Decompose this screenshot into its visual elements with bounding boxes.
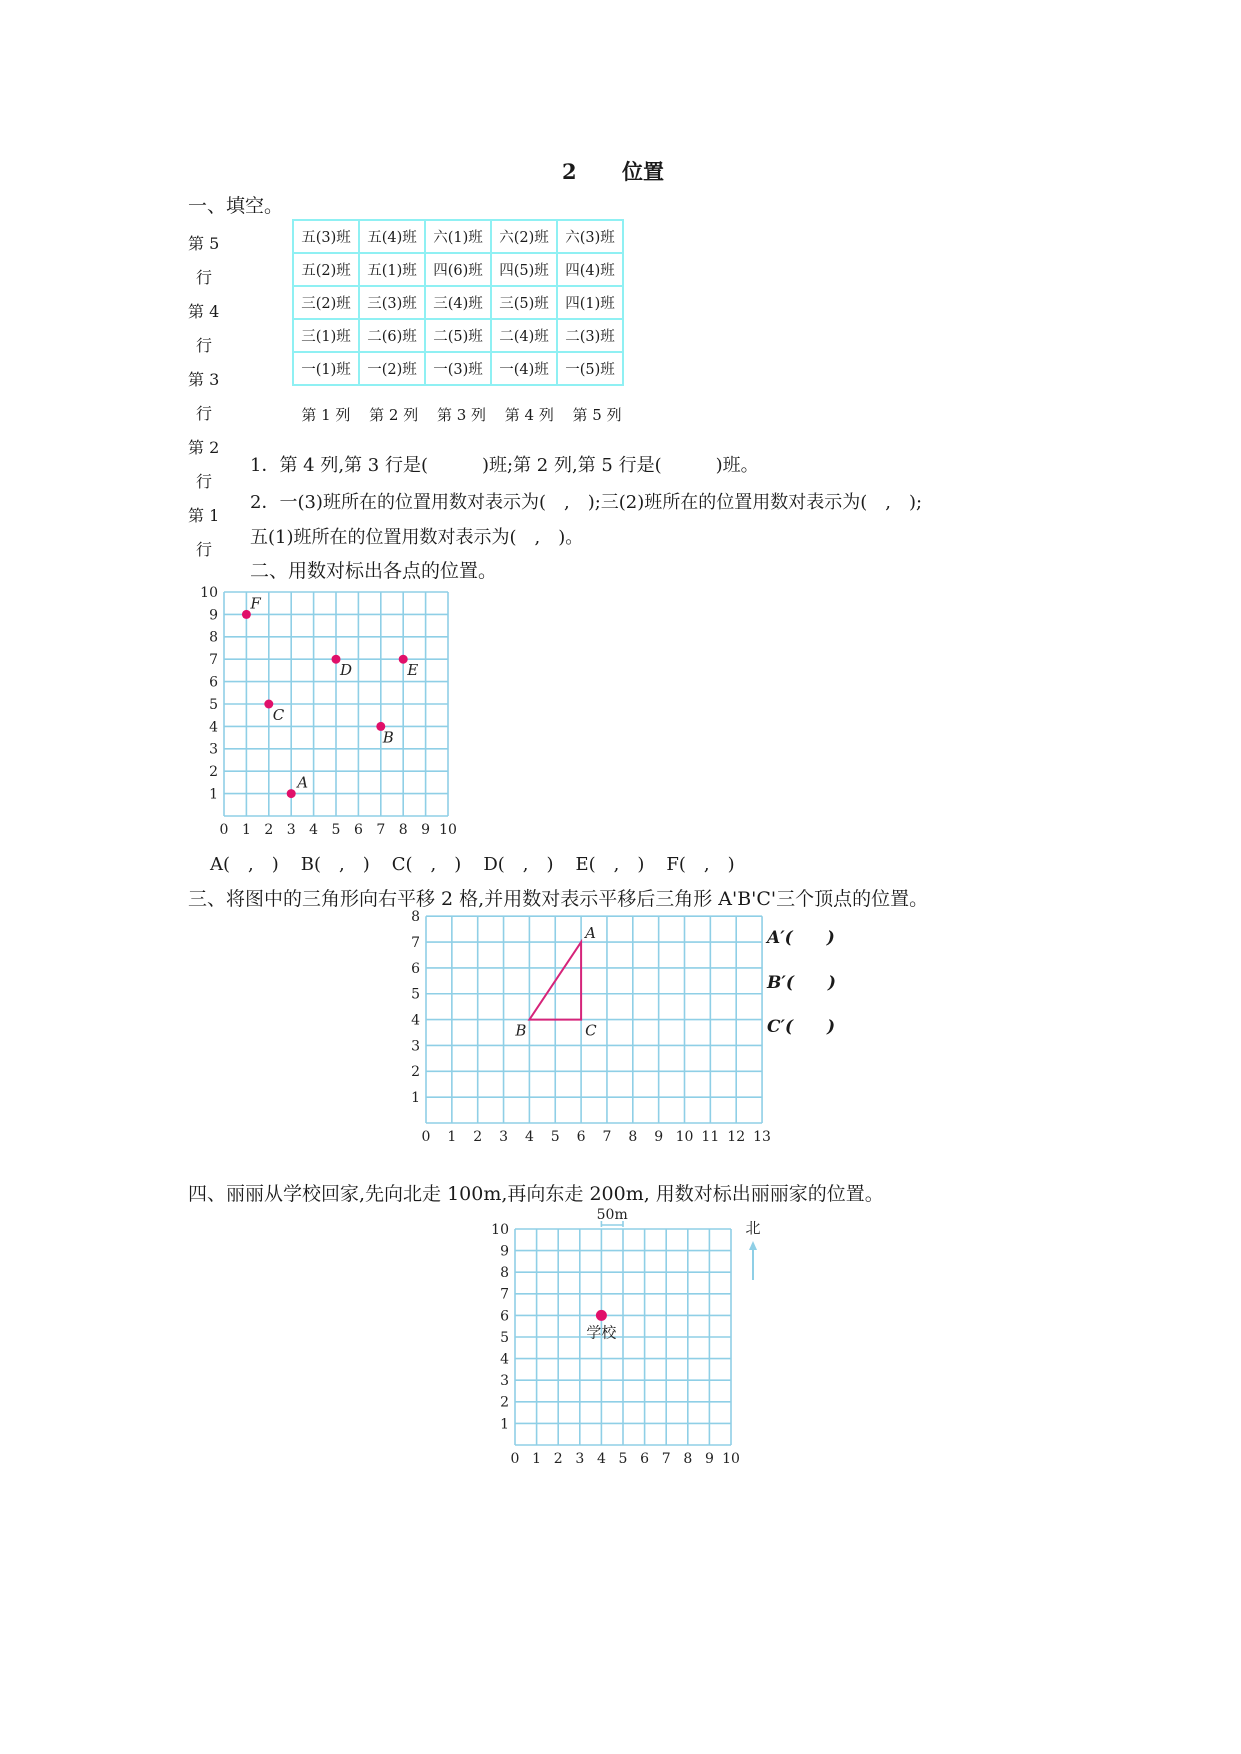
coordinate-grid-school xyxy=(480,1200,780,1470)
y-tick-label: 10 xyxy=(491,1221,509,1238)
point-answer: E( , ) xyxy=(575,854,645,875)
table-cell: 一(5)班 xyxy=(557,352,623,385)
point-answer: C( , ) xyxy=(391,854,462,875)
vertex-label: B xyxy=(515,1021,527,1040)
table-cell: 五(1)班 xyxy=(359,253,425,286)
x-tick-label: 3 xyxy=(499,1129,509,1145)
table-row xyxy=(293,319,623,352)
table-cell: 三(2)班 xyxy=(293,286,359,319)
title-number: 2 xyxy=(562,159,577,184)
north-arrow-head-icon xyxy=(749,1241,757,1250)
y-tick-label: 8 xyxy=(209,629,218,646)
y-tick-label: 8 xyxy=(500,1265,509,1282)
point-label: B xyxy=(382,728,394,747)
y-tick-label: 6 xyxy=(209,674,218,691)
x-tick-label: 13 xyxy=(753,1129,771,1145)
answer-a-prime: A′( ) xyxy=(767,928,835,948)
question-2: 2．一(3)班所在的位置用数对表示为( , );三(2)班所在的位置用数对表示为( , ); xyxy=(250,492,923,513)
y-tick-label: 4 xyxy=(209,719,218,736)
table-cell: 六(2)班 xyxy=(491,220,557,253)
x-tick-label: 6 xyxy=(353,822,363,838)
x-tick-label: 9 xyxy=(704,1451,714,1467)
row-label: 第 2 xyxy=(188,438,220,457)
row-label: 第 5 xyxy=(188,234,220,253)
x-tick-label: 8 xyxy=(398,822,408,838)
table-cell: 三(4)班 xyxy=(425,286,491,319)
table-row xyxy=(293,253,623,286)
table-cell: 二(6)班 xyxy=(359,319,425,352)
point-a xyxy=(287,789,296,798)
x-tick-label: 5 xyxy=(550,1129,560,1145)
y-tick-label: 5 xyxy=(411,986,420,1003)
section2-heading: 二、用数对标出各点的位置。 xyxy=(250,560,498,582)
point-answer: F( , ) xyxy=(666,854,735,875)
point-label: E xyxy=(407,661,419,680)
table-cell: 六(3)班 xyxy=(557,220,623,253)
x-tick-label: 4 xyxy=(596,1451,606,1467)
school-label: 学校 xyxy=(586,1323,617,1342)
table-row xyxy=(293,286,623,319)
column-label: 第 3 列 xyxy=(436,406,487,424)
column-label: 第 2 列 xyxy=(369,406,419,424)
table-cell: 三(5)班 xyxy=(491,286,557,319)
y-tick-label: 10 xyxy=(200,584,218,601)
y-tick-label: 9 xyxy=(209,607,218,624)
section4-heading: 四、丽丽从学校回家,先向北走 100m,再向东走 200m, 用数对标出丽丽家的位置。 xyxy=(188,1183,884,1205)
x-tick-label: 4 xyxy=(524,1129,534,1145)
column-label: 第 1 列 xyxy=(301,406,351,424)
table-cell: 二(5)班 xyxy=(425,319,491,352)
answer-c-prime: C′( ) xyxy=(767,1017,836,1037)
column-label: 第 4 列 xyxy=(504,406,554,424)
point-answer: B( , ) xyxy=(300,854,370,875)
vertex-label: C xyxy=(585,1021,597,1040)
row-label: 行 xyxy=(196,472,213,491)
x-tick-label: 11 xyxy=(701,1129,720,1145)
question-1: 1．第 4 列,第 3 行是( )班;第 2 列,第 5 行是( )班。 xyxy=(250,455,759,476)
x-tick-label: 0 xyxy=(219,822,229,838)
y-tick-label: 8 xyxy=(411,909,420,926)
y-tick-label: 7 xyxy=(500,1286,509,1303)
y-tick-label: 4 xyxy=(500,1351,509,1368)
y-tick-label: 3 xyxy=(411,1038,420,1055)
table-cell: 二(3)班 xyxy=(557,319,623,352)
y-tick-label: 1 xyxy=(411,1090,420,1107)
table-cell: 四(6)班 xyxy=(425,253,491,286)
x-tick-label: 5 xyxy=(331,822,341,838)
x-tick-label: 8 xyxy=(683,1451,693,1467)
y-tick-label: 2 xyxy=(209,764,218,781)
question-2-continued: 五(1)班所在的位置用数对表示为( , )。 xyxy=(250,527,584,548)
x-tick-label: 6 xyxy=(576,1129,586,1145)
y-tick-label: 6 xyxy=(411,960,420,977)
row-label: 行 xyxy=(196,404,213,423)
x-tick-label: 10 xyxy=(439,822,457,838)
table-cell: 三(3)班 xyxy=(359,286,425,319)
x-tick-label: 1 xyxy=(447,1129,457,1145)
y-tick-label: 9 xyxy=(500,1243,509,1260)
school-point xyxy=(596,1310,607,1321)
seat-table xyxy=(292,219,624,386)
scale-label: 50m xyxy=(596,1207,628,1223)
point-label: D xyxy=(340,661,353,680)
y-tick-label: 1 xyxy=(500,1416,509,1433)
x-tick-label: 10 xyxy=(722,1451,740,1467)
table-cell: 五(3)班 xyxy=(293,220,359,253)
row-label: 第 4 xyxy=(188,302,220,321)
x-tick-label: 9 xyxy=(421,822,431,838)
x-tick-label: 8 xyxy=(628,1129,638,1145)
y-tick-label: 5 xyxy=(209,696,218,713)
table-cell: 一(1)班 xyxy=(293,352,359,385)
x-tick-label: 3 xyxy=(575,1451,585,1467)
table-cell: 六(1)班 xyxy=(425,220,491,253)
x-tick-label: 4 xyxy=(309,822,319,838)
table-cell: 二(4)班 xyxy=(491,319,557,352)
x-tick-label: 7 xyxy=(661,1451,671,1467)
x-tick-label: 2 xyxy=(473,1129,483,1145)
table-cell: 五(4)班 xyxy=(359,220,425,253)
y-tick-label: 1 xyxy=(209,786,218,803)
x-tick-label: 2 xyxy=(553,1451,563,1467)
y-tick-label: 2 xyxy=(411,1064,420,1081)
x-tick-label: 7 xyxy=(602,1129,612,1145)
y-tick-label: 3 xyxy=(500,1373,509,1390)
table-row xyxy=(293,220,623,253)
table-cell: 四(4)班 xyxy=(557,253,623,286)
y-tick-label: 7 xyxy=(411,934,420,951)
x-tick-label: 0 xyxy=(421,1129,431,1145)
north-label: 北 xyxy=(745,1219,761,1237)
x-tick-label: 5 xyxy=(618,1451,628,1467)
x-tick-label: 10 xyxy=(675,1129,694,1145)
x-tick-label: 1 xyxy=(532,1451,542,1467)
page-title xyxy=(562,156,664,186)
point-label: F xyxy=(250,594,261,613)
answer-b-prime: B′( ) xyxy=(767,973,836,993)
row-label: 行 xyxy=(196,268,213,287)
table-cell: 五(2)班 xyxy=(293,253,359,286)
table-cell: 一(2)班 xyxy=(359,352,425,385)
x-tick-label: 0 xyxy=(510,1451,520,1467)
point-answers xyxy=(210,850,757,876)
column-labels xyxy=(292,404,631,425)
title-text: 位置 xyxy=(622,159,664,184)
point-answer: A( , ) xyxy=(210,854,279,875)
point-answer: D( , ) xyxy=(483,854,554,875)
y-tick-label: 3 xyxy=(209,741,218,758)
point-label: A xyxy=(297,773,309,792)
table-cell: 四(5)班 xyxy=(491,253,557,286)
x-tick-label: 3 xyxy=(286,822,296,838)
y-tick-label: 6 xyxy=(500,1308,509,1325)
point-label: C xyxy=(272,706,285,724)
table-row xyxy=(293,352,623,385)
y-tick-label: 7 xyxy=(209,652,218,669)
table-cell: 四(1)班 xyxy=(557,286,623,319)
y-tick-label: 2 xyxy=(500,1394,509,1411)
table-cell: 一(4)班 xyxy=(491,352,557,385)
column-label: 第 5 列 xyxy=(572,406,622,424)
y-tick-label: 4 xyxy=(411,1012,420,1029)
x-tick-label: 9 xyxy=(654,1129,664,1145)
table-cell: 三(1)班 xyxy=(293,319,359,352)
x-tick-label: 2 xyxy=(264,822,274,838)
section1-heading: 一、填空。 xyxy=(188,195,284,217)
x-tick-label: 12 xyxy=(727,1129,746,1145)
coordinate-grid-points xyxy=(190,580,470,845)
table-cell: 一(3)班 xyxy=(425,352,491,385)
row-label: 第 1 xyxy=(188,506,220,525)
row-label: 行 xyxy=(196,336,213,355)
x-tick-label: 6 xyxy=(640,1451,650,1467)
y-tick-label: 5 xyxy=(500,1329,509,1346)
x-tick-label: 7 xyxy=(376,822,386,838)
row-label: 第 3 xyxy=(188,370,220,389)
row-label: 行 xyxy=(196,540,213,559)
section3-heading: 三、将图中的三角形向右平移 2 格,并用数对表示平移后三角形 A'B'C'三个顶点的位置。 xyxy=(188,888,929,910)
x-tick-label: 1 xyxy=(241,822,251,838)
vertex-label: A xyxy=(585,924,596,943)
